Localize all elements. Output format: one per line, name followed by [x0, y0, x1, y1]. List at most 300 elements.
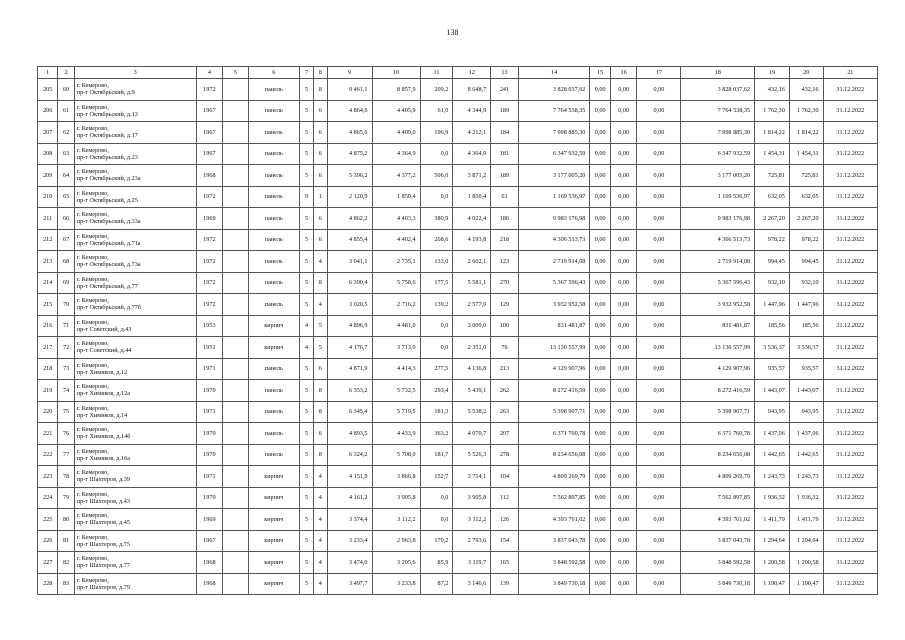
max-unit-cost-cell: 1 200,58: [789, 552, 823, 574]
total-cost-cell: 5 398 907,71: [518, 401, 590, 423]
municipal-funds-cell: 0,00: [637, 315, 681, 337]
unit-cost-cell: 432,16: [755, 79, 790, 101]
address-street: пр-т Химиков, д.12: [76, 368, 128, 376]
federal-funds-cell: 0,00: [590, 272, 610, 294]
municipal-funds-cell: 0,00: [637, 208, 681, 230]
nonresidential-area-cell: 0,0: [420, 186, 453, 208]
federal-funds-cell: 0,00: [590, 509, 610, 531]
regional-funds-cell: 0,00: [610, 358, 637, 380]
total-area-cell: 4 864,6: [327, 100, 372, 122]
floors-cell: 5: [299, 122, 313, 144]
entrances-cell: 6: [314, 143, 327, 165]
max-unit-cost-cell: 932,10: [789, 272, 823, 294]
federal-funds-cell: 0,00: [590, 487, 610, 509]
row-subnumber-cell: 64: [58, 165, 74, 187]
residential-area-cell: 4 344,9: [453, 100, 491, 122]
build-year-cell: 1969: [196, 208, 223, 230]
table-row: [38, 401, 878, 423]
address-street: пр-т Октябрьский, д.71а: [76, 239, 141, 247]
regional-funds-cell: 0,00: [610, 208, 637, 230]
unit-cost-cell: 1 243,73: [755, 466, 790, 488]
owners-funds-cell: 5 367 596,43: [681, 272, 755, 294]
column-header: 8: [314, 67, 327, 79]
completion-date-cell: 31.12.2022: [823, 487, 877, 509]
address-street: пр-т Советский, д.43: [76, 325, 132, 333]
completion-date-cell: 31.12.2022: [823, 423, 877, 445]
owners-funds-cell: 4 306 513,73: [681, 229, 755, 251]
municipal-funds-cell: 0,00: [637, 337, 681, 359]
wall-material-cell: кирпич: [248, 315, 299, 337]
residents-count-cell: 218: [491, 229, 519, 251]
owners-funds-cell: 6 371 760,78: [681, 423, 755, 445]
table-row: [38, 423, 878, 445]
address-street: пр-т Шахтеров, д.79: [76, 583, 130, 591]
table-row: [38, 229, 878, 251]
address-city: г. Кемерово,: [76, 469, 109, 477]
regional-funds-cell: 0,00: [610, 552, 637, 574]
column-header: 12: [453, 67, 491, 79]
municipal-funds-cell: 0,00: [637, 294, 681, 316]
address-city: г. Кемерово,: [76, 189, 109, 197]
address-cell: [74, 165, 196, 187]
federal-funds-cell: 0,00: [590, 358, 610, 380]
residential-area-cell: 5 581,1: [453, 272, 491, 294]
address-city: г. Кемерово,: [76, 340, 109, 348]
max-unit-cost-cell: 1 454,31: [789, 143, 823, 165]
federal-funds-cell: 0,00: [590, 444, 610, 466]
row-number-cell: 210: [38, 186, 58, 208]
row-number-cell: 218: [38, 358, 58, 380]
build-year-cell: 1970: [196, 487, 223, 509]
wall-material-cell: панель: [248, 251, 299, 273]
row-subnumber-cell: 72: [58, 337, 74, 359]
column-header: 13: [491, 67, 519, 79]
residents-count-cell: 184: [491, 122, 519, 144]
address-cell: [74, 294, 196, 316]
unit-cost-cell: 185,56: [755, 315, 790, 337]
build-year-cell: 1972: [196, 294, 223, 316]
municipal-funds-cell: 0,00: [637, 380, 681, 402]
municipal-funds-cell: 0,00: [637, 79, 681, 101]
build-year-cell: 1968: [196, 165, 223, 187]
row-number-cell: 212: [38, 229, 58, 251]
completion-date-cell: 31.12.2022: [823, 552, 877, 574]
federal-funds-cell: 0,00: [590, 294, 610, 316]
address-city: г. Кемерово,: [76, 168, 109, 176]
residents-count-cell: 112: [491, 487, 519, 509]
total-cost-cell: 6 347 932,59: [518, 143, 590, 165]
entrances-cell: 6: [314, 229, 327, 251]
row-subnumber-cell: 82: [58, 552, 74, 574]
federal-funds-cell: 0,00: [590, 79, 610, 101]
address-street: пр-т Шахтеров, д.45: [76, 519, 130, 527]
address-street: пр-т Химиков, д.14: [76, 411, 128, 419]
housing-registry-table: [37, 66, 878, 595]
total-cost-cell: 831 481,87: [518, 315, 590, 337]
total-area-cell: 4 893,5: [327, 423, 372, 445]
wall-material-cell: панель: [248, 380, 299, 402]
row-subnumber-cell: 71: [58, 315, 74, 337]
address-street: пр-т Октябрьский, д.23а: [76, 175, 141, 183]
wall-material-cell: панель: [248, 208, 299, 230]
entrances-cell: 6: [314, 358, 327, 380]
address-street: пр-т Октябрьский, д.17: [76, 132, 138, 140]
total-cost-cell: 3 932 952,58: [518, 294, 590, 316]
regional-funds-cell: 0,00: [610, 272, 637, 294]
completion-date-cell: 31.12.2022: [823, 208, 877, 230]
renovation-year-cell: [223, 337, 249, 359]
total-area-cell: 4 896,9: [327, 315, 372, 337]
table-row: [38, 122, 878, 144]
regional-funds-cell: 0,00: [610, 165, 637, 187]
table-row: [38, 380, 878, 402]
address-cell: [74, 208, 196, 230]
residents-count-cell: 278: [491, 444, 519, 466]
regional-funds-cell: 0,00: [610, 337, 637, 359]
row-subnumber-cell: 60: [58, 79, 74, 101]
federal-funds-cell: 0,00: [590, 229, 610, 251]
row-number-cell: 224: [38, 487, 58, 509]
floors-cell: 5: [299, 380, 313, 402]
premises-area-cell: 4 364,9: [372, 143, 420, 165]
premises-area-cell: 2 963,8: [372, 530, 420, 552]
floors-cell: 5: [299, 401, 313, 423]
completion-date-cell: 31.12.2022: [823, 573, 877, 595]
total-area-cell: 6 390,4: [327, 272, 372, 294]
table-row: [38, 294, 878, 316]
unit-cost-cell: 1 437,06: [755, 423, 790, 445]
entrances-cell: 4: [314, 251, 327, 273]
row-subnumber-cell: 75: [58, 401, 74, 423]
entrances-cell: 1: [314, 186, 327, 208]
regional-funds-cell: 0,00: [610, 315, 637, 337]
row-subnumber-cell: 78: [58, 466, 74, 488]
regional-funds-cell: 0,00: [610, 79, 637, 101]
floors-cell: 9: [299, 186, 313, 208]
nonresidential-area-cell: 0,0: [420, 337, 453, 359]
residents-count-cell: 262: [491, 380, 519, 402]
address-street: пр-т Химиков, д.12а: [76, 390, 130, 398]
owners-funds-cell: 3 837 043,78: [681, 530, 755, 552]
unit-cost-cell: 1 447,96: [755, 294, 790, 316]
total-cost-cell: 7 764 538,35: [518, 100, 590, 122]
build-year-cell: 1970: [196, 444, 223, 466]
max-unit-cost-cell: 432,16: [789, 79, 823, 101]
unit-cost-cell: 943,95: [755, 401, 790, 423]
completion-date-cell: 31.12.2022: [823, 530, 877, 552]
total-cost-cell: 2 719 914,08: [518, 251, 590, 273]
address-cell: [74, 509, 196, 531]
row-number-cell: 222: [38, 444, 58, 466]
column-header: 19: [755, 67, 790, 79]
completion-date-cell: 31.12.2022: [823, 165, 877, 187]
renovation-year-cell: [223, 487, 249, 509]
address-cell: [74, 444, 196, 466]
regional-funds-cell: 0,00: [610, 509, 637, 531]
completion-date-cell: 31.12.2022: [823, 509, 877, 531]
residential-area-cell: 3 871,2: [453, 165, 491, 187]
completion-date-cell: 31.12.2022: [823, 272, 877, 294]
max-unit-cost-cell: 632,05: [789, 186, 823, 208]
address-street: пр-т Октябрьский, д.77: [76, 282, 138, 290]
renovation-year-cell: [223, 315, 249, 337]
regional-funds-cell: 0,00: [610, 186, 637, 208]
build-year-cell: 1967: [196, 100, 223, 122]
residents-count-cell: 154: [491, 530, 519, 552]
residential-area-cell: 4 212,1: [453, 122, 491, 144]
owners-funds-cell: 3 849 730,18: [681, 573, 755, 595]
row-subnumber-cell: 76: [58, 423, 74, 445]
row-number-cell: 207: [38, 122, 58, 144]
premises-area-cell: 3 713,0: [372, 337, 420, 359]
address-city: г. Кемерово,: [76, 383, 109, 391]
owners-funds-cell: 4 809 269,79: [681, 466, 755, 488]
table-row: [38, 272, 878, 294]
regional-funds-cell: 0,00: [610, 530, 637, 552]
column-header: 21: [823, 67, 877, 79]
residents-count-cell: 61: [491, 186, 519, 208]
premises-area-cell: 5 719,5: [372, 401, 420, 423]
nonresidential-area-cell: 277,5: [420, 358, 453, 380]
premises-area-cell: 4 414,3: [372, 358, 420, 380]
address-city: г. Кемерово,: [76, 361, 109, 369]
owners-funds-cell: 7 562 897,85: [681, 487, 755, 509]
floors-cell: 5: [299, 358, 313, 380]
address-cell: [74, 229, 196, 251]
column-header: 1: [38, 67, 58, 79]
owners-funds-cell: 4 129 907,96: [681, 358, 755, 380]
build-year-cell: 1970: [196, 423, 223, 445]
total-cost-cell: 8 272 416,59: [518, 380, 590, 402]
federal-funds-cell: 0,00: [590, 100, 610, 122]
entrances-cell: 6: [314, 208, 327, 230]
completion-date-cell: 31.12.2022: [823, 229, 877, 251]
wall-material-cell: панель: [248, 294, 299, 316]
total-area-cell: 9 461,1: [327, 79, 372, 101]
total-cost-cell: 4 393 761,02: [518, 509, 590, 531]
residents-count-cell: 207: [491, 423, 519, 445]
build-year-cell: 1967: [196, 143, 223, 165]
regional-funds-cell: 0,00: [610, 251, 637, 273]
unit-cost-cell: 1 814,22: [755, 122, 790, 144]
address-street: пр-т Шахтеров, д.77: [76, 562, 130, 570]
residential-area-cell: 3 146,6: [453, 573, 491, 595]
wall-material-cell: панель: [248, 143, 299, 165]
max-unit-cost-cell: 1 443,07: [789, 380, 823, 402]
nonresidential-area-cell: 506,0: [420, 165, 453, 187]
municipal-funds-cell: 0,00: [637, 251, 681, 273]
residents-count-cell: 104: [491, 466, 519, 488]
nonresidential-area-cell: 0,0: [420, 509, 453, 531]
build-year-cell: 1970: [196, 380, 223, 402]
build-year-cell: 1968: [196, 573, 223, 595]
unit-cost-cell: 632,05: [755, 186, 790, 208]
owners-funds-cell: 5 398 907,71: [681, 401, 755, 423]
municipal-funds-cell: 0,00: [637, 165, 681, 187]
residential-area-cell: 4 070,7: [453, 423, 491, 445]
federal-funds-cell: 0,00: [590, 122, 610, 144]
residential-area-cell: 3 009,0: [453, 315, 491, 337]
floors-cell: 5: [299, 294, 313, 316]
total-area-cell: 4 871,9: [327, 358, 372, 380]
nonresidential-area-cell: 0,0: [420, 487, 453, 509]
total-cost-cell: 8 234 656,08: [518, 444, 590, 466]
residents-count-cell: 189: [491, 165, 519, 187]
unit-cost-cell: 935,57: [755, 358, 790, 380]
table-row: [38, 487, 878, 509]
max-unit-cost-cell: 1 814,22: [789, 122, 823, 144]
residential-area-cell: 3 905,8: [453, 487, 491, 509]
renovation-year-cell: [223, 358, 249, 380]
premises-area-cell: 4 481,0: [372, 315, 420, 337]
total-area-cell: 6 353,2: [327, 380, 372, 402]
unit-cost-cell: 2 267,20: [755, 208, 790, 230]
row-number-cell: 228: [38, 573, 58, 595]
wall-material-cell: панель: [248, 401, 299, 423]
column-header: 11: [420, 67, 453, 79]
unit-cost-cell: 978,22: [755, 229, 790, 251]
entrances-cell: 4: [314, 487, 327, 509]
column-header: 2: [58, 67, 74, 79]
wall-material-cell: панель: [248, 444, 299, 466]
row-subnumber-cell: 66: [58, 208, 74, 230]
residents-count-cell: 270: [491, 272, 519, 294]
renovation-year-cell: [223, 466, 249, 488]
nonresidential-area-cell: 380,9: [420, 208, 453, 230]
renovation-year-cell: [223, 573, 249, 595]
floors-cell: 5: [299, 466, 313, 488]
floors-cell: 5: [299, 573, 313, 595]
nonresidential-area-cell: 208,6: [420, 229, 453, 251]
nonresidential-area-cell: 196,9: [420, 122, 453, 144]
owners-funds-cell: 3 848 592,58: [681, 552, 755, 574]
renovation-year-cell: [223, 444, 249, 466]
total-cost-cell: 7 562 897,85: [518, 487, 590, 509]
max-unit-cost-cell: 1 411,79: [789, 509, 823, 531]
residential-area-cell: 4 364,9: [453, 143, 491, 165]
owners-funds-cell: 7 998 885,30: [681, 122, 755, 144]
premises-area-cell: 5 758,6: [372, 272, 420, 294]
premises-area-cell: 1 850,4: [372, 186, 420, 208]
unit-cost-cell: 932,10: [755, 272, 790, 294]
residential-area-cell: 4 193,8: [453, 229, 491, 251]
federal-funds-cell: 0,00: [590, 552, 610, 574]
municipal-funds-cell: 0,00: [637, 100, 681, 122]
residential-area-cell: 2 577,0: [453, 294, 491, 316]
renovation-year-cell: [223, 380, 249, 402]
municipal-funds-cell: 0,00: [637, 509, 681, 531]
nonresidential-area-cell: 209,2: [420, 79, 453, 101]
table-row: [38, 358, 878, 380]
entrances-cell: 4: [314, 573, 327, 595]
regional-funds-cell: 0,00: [610, 444, 637, 466]
address-cell: [74, 401, 196, 423]
entrances-cell: 6: [314, 423, 327, 445]
column-header: 17: [637, 67, 681, 79]
table-row: [38, 208, 878, 230]
municipal-funds-cell: 0,00: [637, 272, 681, 294]
entrances-cell: 6: [314, 165, 327, 187]
address-cell: [74, 186, 196, 208]
premises-area-cell: 5 732,5: [372, 380, 420, 402]
municipal-funds-cell: 0,00: [637, 423, 681, 445]
row-subnumber-cell: 77: [58, 444, 74, 466]
table-row: [38, 337, 878, 359]
entrances-cell: 4: [314, 466, 327, 488]
premises-area-cell: 4 433,9: [372, 423, 420, 445]
renovation-year-cell: [223, 423, 249, 445]
total-area-cell: 3 374,4: [327, 509, 372, 531]
address-street: пр-т Шахтеров, д.43: [76, 497, 130, 505]
total-area-cell: 4 176,7: [327, 337, 372, 359]
row-number-cell: 213: [38, 251, 58, 273]
total-cost-cell: 13 130 557,99: [518, 337, 590, 359]
owners-funds-cell: 8 234 656,08: [681, 444, 755, 466]
floors-cell: 4: [299, 337, 313, 359]
address-city: г. Кемерово,: [76, 533, 109, 541]
address-cell: [74, 251, 196, 273]
municipal-funds-cell: 0,00: [637, 530, 681, 552]
owners-funds-cell: 8 272 416,59: [681, 380, 755, 402]
municipal-funds-cell: 0,00: [637, 487, 681, 509]
total-cost-cell: 4 306 513,73: [518, 229, 590, 251]
address-street: пр-т Октябрьский, д.9: [76, 89, 135, 97]
entrances-cell: 5: [314, 337, 327, 359]
federal-funds-cell: 0,00: [590, 337, 610, 359]
nonresidential-area-cell: 152,7: [420, 466, 453, 488]
wall-material-cell: кирпич: [248, 530, 299, 552]
address-city: г. Кемерово,: [76, 82, 109, 90]
build-year-cell: 1971: [196, 466, 223, 488]
total-area-cell: 3 041,1: [327, 251, 372, 273]
address-street: пр-т Октябрьский, д.33а: [76, 218, 141, 226]
premises-area-cell: 4 405,9: [372, 100, 420, 122]
max-unit-cost-cell: 943,95: [789, 401, 823, 423]
entrances-cell: 8: [314, 272, 327, 294]
unit-cost-cell: 1 294,64: [755, 530, 790, 552]
renovation-year-cell: [223, 229, 249, 251]
wall-material-cell: кирпич: [248, 487, 299, 509]
owners-funds-cell: 2 719 914,08: [681, 251, 755, 273]
row-number-cell: 226: [38, 530, 58, 552]
renovation-year-cell: [223, 552, 249, 574]
residents-count-cell: 263: [491, 401, 519, 423]
regional-funds-cell: 0,00: [610, 401, 637, 423]
address-city: г. Кемерово,: [76, 146, 109, 154]
residents-count-cell: 186: [491, 208, 519, 230]
premises-area-cell: 8 857,9: [372, 79, 420, 101]
residents-count-cell: 129: [491, 294, 519, 316]
residential-area-cell: 2 793,6: [453, 530, 491, 552]
max-unit-cost-cell: 1 442,65: [789, 444, 823, 466]
row-number-cell: 214: [38, 272, 58, 294]
row-subnumber-cell: 70: [58, 294, 74, 316]
federal-funds-cell: 0,00: [590, 315, 610, 337]
total-area-cell: 6 345,4: [327, 401, 372, 423]
address-cell: [74, 315, 196, 337]
owners-funds-cell: 3 828 037,62: [681, 79, 755, 101]
row-subnumber-cell: 80: [58, 509, 74, 531]
total-area-cell: 4 865,6: [327, 122, 372, 144]
total-area-cell: 4 862,2: [327, 208, 372, 230]
floors-cell: 5: [299, 229, 313, 251]
federal-funds-cell: 0,00: [590, 208, 610, 230]
row-number-cell: 209: [38, 165, 58, 187]
premises-area-cell: 4 377,2: [372, 165, 420, 187]
build-year-cell: 1972: [196, 79, 223, 101]
municipal-funds-cell: 0,00: [637, 186, 681, 208]
residents-count-cell: 181: [491, 143, 519, 165]
